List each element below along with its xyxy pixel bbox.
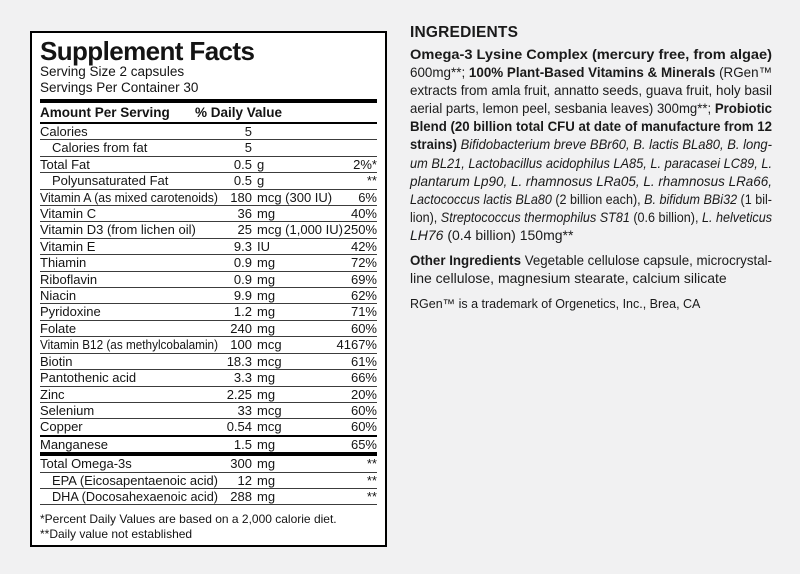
nutrient-name-text: Calories	[40, 124, 88, 139]
nutrient-row	[40, 387, 377, 403]
daily-value: 61%	[350, 353, 377, 369]
nutrient-name	[40, 321, 218, 336]
nutrient-row	[40, 255, 377, 271]
nutrient-name	[40, 239, 218, 254]
daily-value: 20%	[350, 386, 377, 402]
nutrient-row	[40, 206, 377, 222]
daily-value: **	[366, 456, 377, 472]
amount-value: 18.3	[226, 353, 252, 369]
nutrient-name-text: Pantothenic acid	[40, 370, 137, 386]
nutrient-name-text: Total Omega-3s	[40, 456, 132, 472]
ingredients-line-text	[410, 173, 772, 189]
amount-value: 9.3	[233, 238, 252, 254]
amount-unit: mcg	[257, 419, 282, 435]
ingredients-line	[410, 252, 772, 270]
amount-unit: mg	[257, 436, 276, 452]
nutrient-name	[40, 419, 218, 434]
nutrient-row	[40, 222, 377, 238]
ingredients-segment: aerial parts, lemon peel, sesbania leaves) 300mg**;	[410, 100, 715, 117]
footnote-not-established: **Daily value not established	[40, 527, 193, 542]
ingredients-segment: 600mg**;	[410, 64, 469, 81]
ingredients-segment: Bifidobacterium breve BBr60, B. lactis BLa80, B. long-	[460, 136, 772, 153]
nutrient-name	[40, 370, 218, 385]
ingredients-segment: Streptococcus thermophilus ST81	[440, 208, 634, 225]
nutrient-name	[40, 387, 218, 402]
nutrient-row	[40, 272, 377, 288]
nutrient-name-text: EPA (Eicosapentaenoic acid)	[52, 472, 218, 488]
amount-unit: mcg	[257, 337, 282, 353]
ingredients-segment: 100% Plant-Based Vitamins & Minerals	[468, 64, 720, 81]
nutrient-name-text: Vitamin C	[40, 206, 97, 222]
footnote-daily-values: *Percent Daily Values are based on a 2,000 calorie diet.	[40, 512, 337, 527]
amount-unit: mg	[257, 488, 276, 504]
amount-unit: mg	[257, 320, 276, 336]
amount-value: 1.2	[233, 304, 252, 320]
nutrient-name-text: Vitamin D3 (from lichen oil)	[40, 222, 196, 238]
nutrient-name	[40, 354, 218, 369]
daily-value: 60%	[350, 419, 377, 435]
amount-value: 180	[230, 189, 252, 205]
amount-value: 33	[237, 402, 252, 418]
ingredients-line	[410, 46, 772, 64]
nutrient-name	[40, 173, 218, 188]
daily-value: 60%	[350, 320, 377, 336]
amount-unit: mcg	[257, 402, 282, 418]
ingredients-line-text	[410, 118, 772, 134]
nutrient-name-text: DHA (Docosahexaenoic acid)	[52, 488, 218, 504]
nutrient-name	[40, 403, 218, 418]
nutrient-name	[40, 272, 218, 287]
ingredients-line-text	[410, 270, 727, 286]
daily-value: 66%	[350, 370, 377, 386]
amount-value: 100	[230, 337, 252, 353]
amount-value: 0.5	[233, 173, 252, 189]
ingredients-paragraph	[410, 252, 772, 288]
table-header-row	[40, 103, 377, 122]
amount-value: 0.9	[233, 255, 252, 271]
ingredients-line-text	[410, 46, 772, 62]
nutrient-name	[40, 304, 218, 319]
amount-value: 5	[244, 124, 252, 139]
serving-size: Serving Size 2 capsules	[40, 64, 185, 79]
trademark-note: RGen™ is a trademark of Orgenetics, Inc., Brea, CA	[410, 297, 701, 312]
ingredients-line	[410, 100, 772, 118]
nutrient-row	[40, 337, 377, 353]
ingredients-line	[410, 82, 772, 100]
amount-value: 0.9	[233, 271, 252, 287]
panel-title	[40, 36, 377, 66]
amount-unit	[252, 124, 330, 139]
daily-value: 62%	[350, 288, 377, 304]
amount-unit: mg	[257, 304, 276, 320]
panel-title-text: Supplement Facts	[40, 36, 255, 66]
nutrient-name-text: Calories from fat	[52, 140, 148, 156]
nutrient-name-text: Total Fat	[40, 156, 90, 172]
amount-unit: mg	[257, 472, 276, 488]
ingredients-segment: L. helveticus	[701, 208, 772, 225]
amount-value: 1.5	[233, 436, 252, 452]
amount-unit: mcg (300 IU)	[257, 189, 333, 205]
daily-value: 65%	[350, 436, 377, 452]
nutrient-name	[40, 157, 218, 172]
ingredients-segment: (1 bil-	[740, 190, 772, 207]
ingredients-line	[410, 118, 772, 136]
nutrient-name	[40, 337, 218, 352]
amount-value: 0.5	[233, 156, 252, 172]
ingredients-line-text	[410, 100, 772, 116]
ingredients-line	[410, 209, 772, 227]
amount-unit: g	[257, 173, 265, 189]
daily-value: 6%	[358, 189, 377, 205]
nutrient-row	[40, 370, 377, 386]
amount-value: 2.25	[226, 386, 252, 402]
daily-value: **	[366, 472, 377, 488]
ingredients-line	[410, 173, 772, 191]
nutrient-name-text: Polyunsaturated Fat	[52, 173, 169, 189]
nutrient-name	[40, 222, 218, 237]
daily-value: 60%	[350, 402, 377, 418]
ingredients-line-text	[410, 191, 772, 207]
amount-value: 0.54	[226, 419, 252, 435]
ingredients-line	[410, 155, 772, 173]
nutrient-name-text: Selenium	[40, 402, 95, 418]
nutrient-name	[40, 255, 218, 270]
servings-per-container: Servings Per Container 30	[40, 80, 199, 95]
nutrient-name-text: Vitamin B12 (as methylcobalamin)	[40, 337, 218, 353]
nutrient-name	[40, 456, 218, 471]
ingredients-line	[410, 136, 772, 154]
daily-value-header: % Daily Value	[195, 105, 283, 120]
nutrient-row	[40, 304, 377, 320]
nutrient-name-text: Pyridoxine	[40, 304, 101, 320]
ingredients-segment: (2 billion each),	[555, 190, 645, 207]
ingredients-segment: Lactococcus lactis BLa80	[410, 190, 556, 207]
nutrient-row	[40, 288, 377, 304]
daily-value: 69%	[350, 271, 377, 287]
ingredients-segment: um BL21, Lactobacillus acidophilus LA85, L. paracasei LC89, L.	[410, 154, 772, 171]
amount-unit	[252, 140, 330, 155]
amount-unit: mg	[257, 386, 276, 402]
nutrient-row	[40, 124, 377, 140]
ingredients-segment: Probiotic	[714, 100, 772, 117]
nutrient-row	[40, 173, 377, 189]
ingredients-line-text	[410, 64, 772, 80]
nutrient-name-text: Manganese	[40, 436, 108, 452]
nutrient-name-text: Zinc	[40, 386, 65, 402]
nutrient-row	[40, 354, 377, 370]
amount-value: 5	[244, 140, 252, 156]
ingredients-line-text	[410, 209, 772, 225]
nutrient-name	[40, 190, 218, 205]
nutrient-name	[40, 489, 218, 504]
amount-value: 288	[230, 488, 252, 504]
nutrient-name-text: Vitamin A (as mixed carotenoids)	[40, 189, 218, 205]
ingredients-line-text	[410, 136, 772, 152]
ingredients-segment: Blend (20 billion total CFU at date of manufacture from 12	[410, 118, 772, 135]
amount-value: 3.3	[233, 370, 252, 386]
ingredients-segment: plantarum Lp90, L. rhamnosus LRa05, L. rhamnosus LRa66,	[410, 172, 772, 189]
ingredients-column	[410, 24, 772, 312]
amount-value: 9.9	[233, 288, 252, 304]
ingredients-paragraphs	[410, 46, 772, 288]
nutrient-row	[40, 403, 377, 419]
amount-unit: mg	[257, 456, 276, 472]
ingredients-segment: extracts from amla fruit, annatto seeds, guava fruit, holy basil	[410, 82, 772, 99]
nutrient-row	[40, 157, 377, 173]
ingredients-segment: line cellulose, magnesium stearate, calcium silicate	[410, 270, 727, 287]
nutrient-name-text: Vitamin E	[40, 238, 96, 254]
ingredients-line-text	[410, 155, 772, 171]
ingredients-segment: (RGen™	[719, 64, 772, 81]
ingredients-segment: strains)	[410, 136, 461, 153]
ingredients-segment: Vegetable cellulose capsule, microcrystal-	[524, 252, 772, 269]
nutrient-row	[40, 489, 377, 505]
nutrient-row	[40, 321, 377, 337]
daily-value: 42%	[350, 238, 377, 254]
amount-unit: mg	[257, 271, 276, 287]
amount-value: 25	[237, 222, 252, 238]
nutrient-name	[40, 124, 218, 139]
nutrient-name-text: Riboflavin	[40, 271, 98, 287]
nutrient-name-text: Biotin	[40, 353, 73, 369]
nutrient-row	[40, 473, 377, 489]
amount-unit: mg	[257, 370, 276, 386]
nutrient-name-text: Copper	[40, 419, 83, 435]
ingredients-line	[410, 227, 772, 245]
nutrient-name	[40, 437, 218, 452]
daily-value: **	[366, 173, 377, 189]
nutrient-name-text: Niacin	[40, 288, 77, 304]
daily-value	[330, 124, 377, 139]
ingredients-segment: (0.4 billion) 150mg**	[447, 226, 574, 243]
ingredients-segment: lion),	[410, 208, 441, 225]
amount-unit: mg	[257, 255, 276, 271]
amount-value: 300	[230, 456, 252, 472]
nutrient-name-text: Thiamin	[40, 255, 87, 271]
nutrient-name	[40, 473, 218, 488]
ingredients-heading: INGREDIENTS	[410, 24, 519, 41]
ingredients-line-text	[410, 82, 772, 98]
amount-unit: mg	[257, 288, 276, 304]
nutrient-table	[40, 124, 377, 505]
daily-value: 4167%	[336, 337, 377, 353]
supplement-facts-panel	[30, 31, 387, 547]
daily-value	[330, 140, 377, 155]
daily-value: 2%*	[353, 156, 377, 172]
amount-unit: IU	[257, 238, 270, 254]
amount-value: 12	[237, 472, 252, 488]
nutrient-name	[40, 288, 218, 303]
amount-unit: mcg	[257, 353, 282, 369]
daily-value: 40%	[350, 206, 377, 222]
ingredients-line	[410, 191, 772, 209]
amount-unit: mcg (1,000 IU)	[257, 222, 343, 238]
amount-value: 240	[230, 320, 252, 336]
daily-value: 71%	[350, 304, 377, 320]
ingredients-segment: Omega-3 Lysine Complex (mercury free, from algae)	[410, 46, 772, 62]
ingredients-segment: Other Ingredients	[410, 252, 525, 269]
daily-value: 250%	[343, 222, 377, 238]
daily-value: 72%	[350, 255, 377, 271]
amount-unit: g	[257, 156, 265, 172]
nutrient-name	[40, 140, 218, 155]
ingredients-line	[410, 64, 772, 82]
nutrient-name-text: Folate	[40, 320, 77, 336]
nutrient-name	[40, 206, 218, 221]
nutrient-row	[40, 419, 377, 436]
nutrient-row	[40, 437, 377, 456]
nutrient-row	[40, 190, 377, 206]
nutrient-row	[40, 456, 377, 472]
nutrient-row	[40, 140, 377, 156]
amount-per-serving-header: Amount Per Serving	[40, 105, 170, 120]
amount-value: 36	[237, 206, 252, 222]
ingredients-line-text	[410, 252, 772, 268]
footnotes	[40, 512, 377, 542]
ingredients-segment: (0.6 billion),	[633, 208, 702, 225]
ingredients-segment: B. bifidum BBi32	[644, 190, 741, 207]
ingredients-segment: LH76	[410, 226, 448, 243]
ingredients-line-text	[410, 227, 573, 243]
amount-unit: mg	[257, 206, 276, 222]
nutrient-row	[40, 239, 377, 255]
daily-value: **	[366, 488, 377, 504]
ingredients-paragraph	[410, 46, 772, 245]
ingredients-line	[410, 270, 772, 288]
